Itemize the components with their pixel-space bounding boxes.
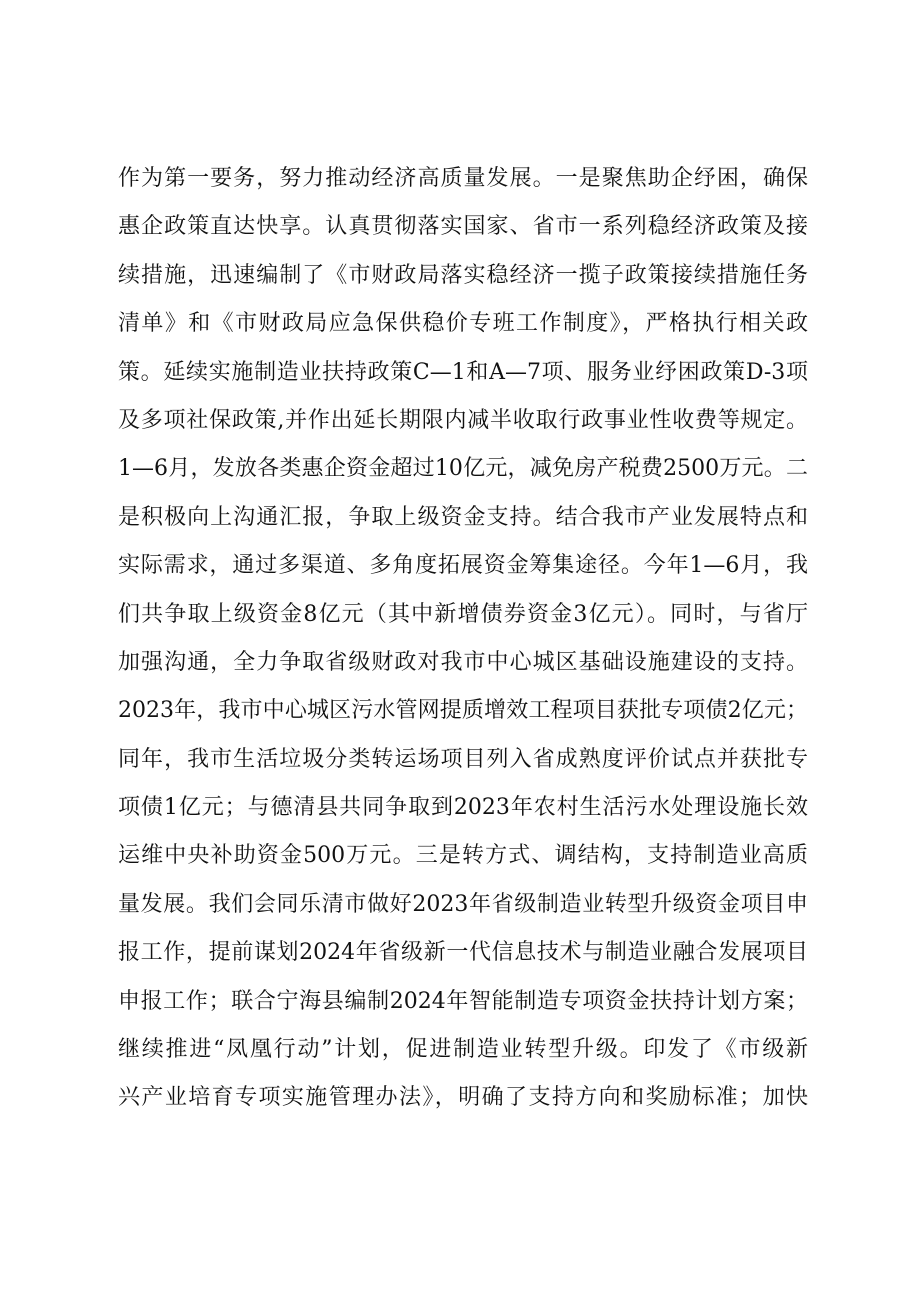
- text-line: 2023年，我市中心城区污水管网提质增效工程项目获批专项债2亿元；: [118, 698, 808, 724]
- text-line: 策。延续实施制造业扶持政策C—1和A—7项、服务业纾困政策D-3项: [118, 359, 808, 385]
- text-line: 实际需求，通过多渠道、多角度拓展资金筹集途径。今年1—6月，我: [118, 553, 808, 579]
- text-line: 加强沟通，全力争取省级财政对我市中心城区基础设施建设的支持。: [118, 649, 808, 675]
- text-line: 清单》和《市财政局应急保供稳价专班工作制度》，严格执行相关政: [118, 311, 808, 337]
- text-line: 作为第一要务，努力推动经济高质量发展。一是聚焦助企纾困，确保: [118, 166, 808, 191]
- text-line: 项债1亿元；与德清县共同争取到2023年农村生活污水处理设施长效: [118, 795, 808, 821]
- text-line: 们共争取上级资金8亿元（其中新增债券资金3亿元）。同时，与省厅: [118, 601, 808, 627]
- body-paragraph: [118, 155, 808, 1123]
- text-line: 运维中央补助资金500万元。三是转方式、调结构，支持制造业高质: [118, 843, 808, 869]
- text-line: 续措施，迅速编制了《市财政局落实稳经济一揽子政策接续措施任务: [118, 262, 808, 288]
- text-line: 同年，我市生活垃圾分类转运场项目列入省成熟度评价试点并获批专: [118, 746, 808, 772]
- text-line: 及多项社保政策,并作出延长期限内减半收取行政事业性收费等规定。: [118, 407, 808, 433]
- text-line: 继续推进“凤凰行动”计划，促进制造业转型升级。印发了《市级新: [118, 1037, 808, 1063]
- text-line: 兴产业培育专项实施管理办法》，明确了支持方向和奖励标准；加快: [118, 1085, 808, 1111]
- text-line: 是积极向上沟通汇报，争取上级资金支持。结合我市产业发展特点和: [118, 504, 808, 530]
- text-line: 申报工作；联合宁海县编制2024年智能制造专项资金扶持计划方案；: [118, 988, 808, 1014]
- text-line: 报工作，提前谋划2024年省级新一代信息技术与制造业融合发展项目: [118, 940, 808, 966]
- text-line: 1—6月，发放各类惠企资金超过10亿元，减免房产税费2500万元。二: [118, 456, 808, 482]
- text-line: 惠企政策直达快享。认真贯彻落实国家、省市一系列稳经济政策及接: [118, 214, 808, 240]
- text-line: 量发展。我们会同乐清市做好2023年省级制造业转型升级资金项目申: [118, 891, 808, 917]
